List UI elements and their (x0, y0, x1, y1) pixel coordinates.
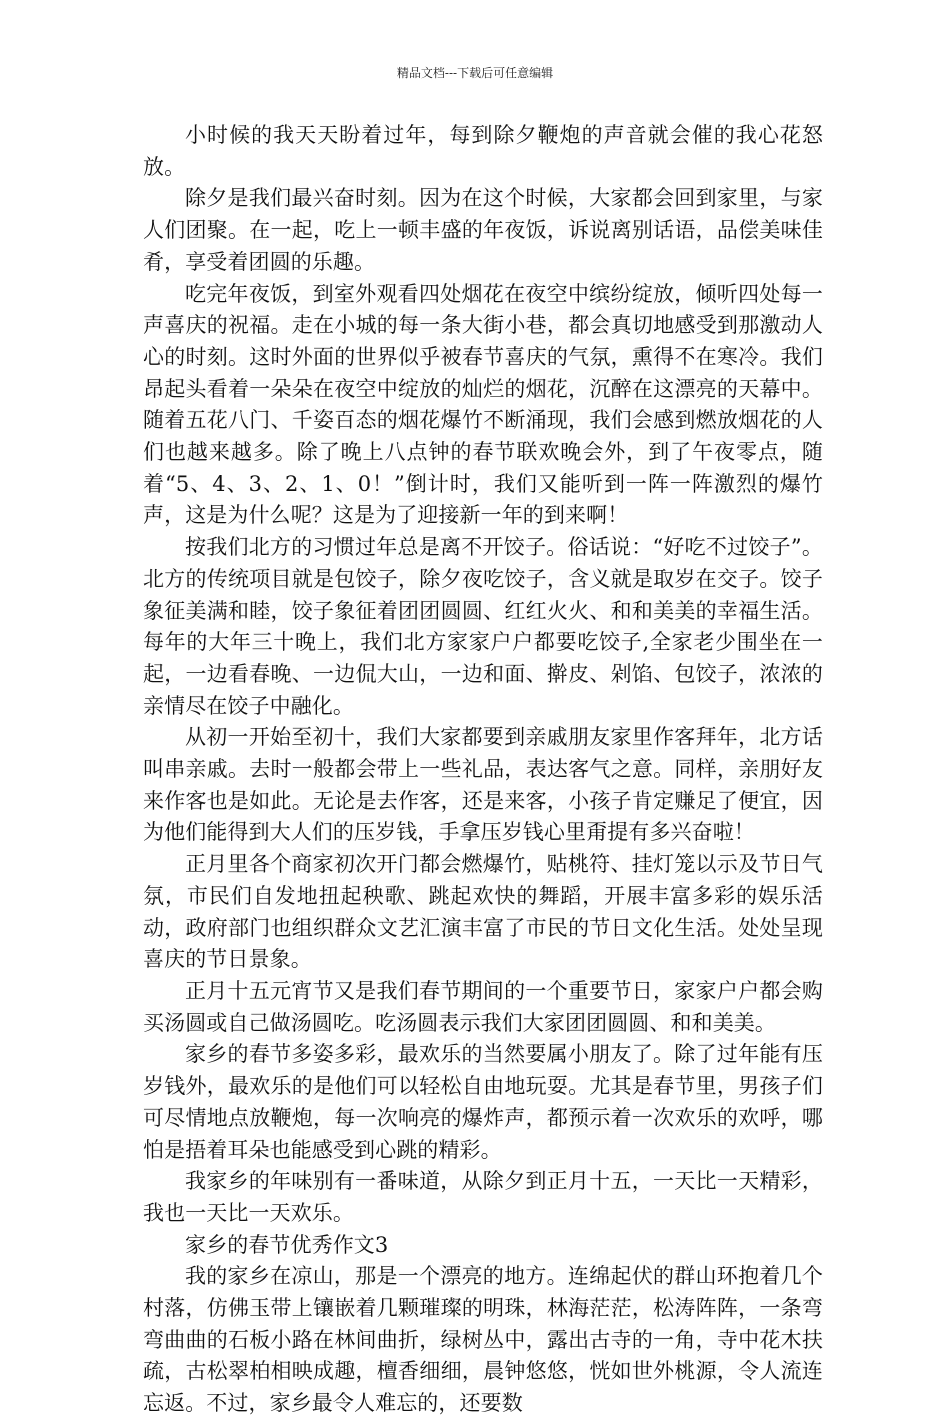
paragraph-visiting-relatives: 从初一开始至初十，我们大家都要到亲戚朋友家里作客拜年，北方话叫串亲戚。去时一般都会带上一些礼品，表达客气之意。同样，亲朋好友来作客也是如此。无论是去作客，还是来客，小孩子肯定赚足了便宜，因为他们能得到大人们的压岁钱，手拿压岁钱心里甭提有多兴奋啦！ (143, 725, 823, 845)
paragraph-lantern-festival: 正月十五元宵节又是我们春节期间的一个重要节日，家家户户都会购买汤圆或自己做汤圆吃。吃汤圆表示我们大家团团圆圆、和和美美。 (143, 978, 823, 1035)
page-header: 精品文档---下载后可任意编辑 (396, 66, 554, 80)
section-heading: 家乡的春节优秀作文3 (185, 1232, 389, 1257)
paragraph-fireworks: 吃完年夜饭，到室外观看四处烟花在夜空中缤纷绽放，倾听四处每一声喜庆的祝福。走在小城的每一条大街小巷，都会真切地感受到那激动人心的时刻。这时外面的世界似乎被春节喜庆的气氛，熏得不在寒冷。我们昂起头看着一朵朵在夜空中绽放的灿烂的烟花，沉醉在这漂亮的天幕中。随着五花八门、千姿百态的烟花爆竹不断涌现，我们会感到燃放烟花的人们也越来越多。除了晚上八点钟的春节联欢晚会外，到了午夜零点，随着“5、4、3、2、1、0！”倒计时，我们又能听到一阵一阵激烈的爆竹声，这是为什么呢？这是为了迎接新一年的到来啊！ (143, 281, 823, 528)
paragraph-first-month: 正月里各个商家初次开门都会燃爆竹，贴桃符、挂灯笼以示及节日气氛，市民们自发地扭起秧歌、跳起欢快的舞蹈，开展丰富多彩的娱乐活动，政府部门也组织群众文艺汇演丰富了市民的节日文化生活。处处呈现喜庆的节日景象。 (143, 852, 823, 972)
paragraph-hometown-flavor: 我家乡的年味别有一番味道，从除夕到正月十五，一天比一天精彩，我也一天比一天欢乐。 (143, 1169, 823, 1225)
paragraph-new-years-eve: 除夕是我们最兴奋时刻。因为在这个时候，大家都会回到家里，与家人们团聚。在一起，吃上一顿丰盛的年夜饭，诉说离别话语，品偿美味佳肴，享受着团圆的乐趣。 (143, 186, 823, 274)
paragraph-childhood: 小时候的我天天盼着过年，每到除夕鞭炮的声音就会催的我心花怒放。 (143, 123, 823, 179)
paragraph-dumplings: 按我们北方的习惯过年总是离不开饺子。俗话说：“好吃不过饺子”。北方的传统项目就是包饺子，除夕夜吃饺子，含义就是取岁在交子。饺子象征美满和睦，饺子象征着团团圆圆、红红火火、和和美美的幸福生活。每年的大年三十晚上，我们北方家家户户都要吃饺子,全家老少围坐在一起，一边看春晚、一边侃大山，一边和面、擀皮、剁馅、包饺子，浓浓的亲情尽在饺子中融化。 (143, 535, 823, 718)
document-body (143, 120, 823, 1420)
paragraph-children-fun: 家乡的春节多姿多彩，最欢乐的当然要属小朋友了。除了过年能有压岁钱外，最欢乐的是他们可以轻松自由地玩耍。尤其是春节里，男孩子们可尽情地点放鞭炮，每一次响亮的爆炸声，都预示着一次欢乐的欢呼，哪怕是捂着耳朵也能感受到心跳的精彩。 (143, 1042, 823, 1162)
paragraph-liangshan: 我的家乡在凉山，那是一个漂亮的地方。连绵起伏的群山环抱着几个村落，仿佛玉带上镶嵌着几颗璀璨的明珠，林海茫茫，松涛阵阵，一条弯弯曲曲的石板小路在林间曲折，绿树丛中，露出古寺的一角，寺中花木扶疏，古松翠柏相映成趣，檀香细细，晨钟悠悠，恍如世外桃源，令人流连忘返。不过，家乡最令人难忘的，还要数 (143, 1264, 823, 1416)
